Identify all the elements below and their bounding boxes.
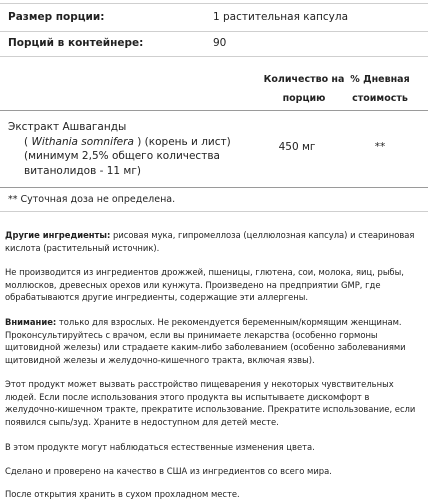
- ingredient-ashwagandha: [8, 120, 248, 178]
- allergen-statement: Не производится из ингредиентов дрожжей, пшеницы, глютена, сои, молока, яиц, рыбы, моллюсков, древесных орехов или кунжута. Произведено на предприятии GMP, где обрабатываются другие ингредиенты, содержащие эти аллергены.: [5, 267, 404, 303]
- ingredient-amount: 450 мг: [278, 141, 316, 153]
- ingredient-name: Экстракт Ашваганды: [8, 121, 127, 133]
- servings-per-container-label: Порций в контейнере:: [8, 37, 144, 49]
- ingredient-latin-name: Withania somnifera: [31, 135, 134, 148]
- warning-text: только для взрослых. Не рекомендуется беременным/кормящим женщинам. Проконсультируйтесь с врачом, если вы принимаете лекарства (особенно гормоны щитовидной железы) или страдаете каким-либо заболеванием (особенно заболеваниями щитовидной железы и желудочно-кишечного тракта, включая язвы).: [5, 317, 406, 365]
- table-divider: [0, 3, 428, 4]
- daily-value-header: [334, 70, 426, 108]
- servings-per-container-value: 90: [213, 37, 227, 49]
- amount-header-line2: порцию: [282, 93, 326, 104]
- daily-value-header-line1: % Дневная: [350, 74, 410, 85]
- digestive-notice: Этот продукт может вызвать расстройство пищеварения у некоторых чувствительных людей. Если после использования этого продукта вы испытываете дискомфорт в желудочно-кишечном тракте, прекратите использование. Прекратите использование, если появился сыпь/зуд. Храните в недоступном для детей месте.: [5, 379, 416, 427]
- serving-size-label: Размер порции:: [8, 11, 105, 23]
- ingredient-daily-value: **: [374, 141, 386, 153]
- paren-open: (: [24, 135, 32, 148]
- ingredient-standard-line2: витанолидов - 11 мг): [24, 164, 141, 177]
- other-ingredients-label: Другие ингредиенты:: [5, 230, 111, 240]
- table-divider: [0, 211, 428, 212]
- supplement-facts-table: [0, 0, 428, 216]
- amount-header-line1: Количество на: [263, 74, 345, 85]
- footnote: ** Суточная доза не определена.: [8, 194, 176, 205]
- ingredient-parts: ) (корень и лист): [133, 135, 231, 148]
- daily-value-header-line2: стоимость: [352, 93, 408, 104]
- other-ingredients-text: рисовая мука, гипромеллоза (целлюлозная капсула) и стеариновая кислота (растительный источник).: [5, 230, 415, 253]
- ingredient-standard-line1: (минимум 2,5% общего количества: [24, 150, 220, 162]
- table-divider: [0, 110, 428, 111]
- made-in-usa: Сделано и проверено на качество в США из ингредиентов со всего мира.: [5, 466, 332, 476]
- warning: [5, 316, 423, 366]
- serving-size-value: 1 растительная капсула: [213, 11, 349, 23]
- storage-notice: После открытия хранить в сухом прохладном месте.: [5, 489, 240, 499]
- color-notice: В этом продукте могут наблюдаться естественные изменения цвета.: [5, 442, 315, 452]
- table-divider: [0, 187, 428, 188]
- table-divider: [0, 56, 428, 57]
- ingredient-source: [8, 135, 248, 150]
- warning-label: Внимание:: [5, 317, 57, 327]
- other-ingredients: [5, 229, 423, 254]
- table-divider: [0, 31, 428, 32]
